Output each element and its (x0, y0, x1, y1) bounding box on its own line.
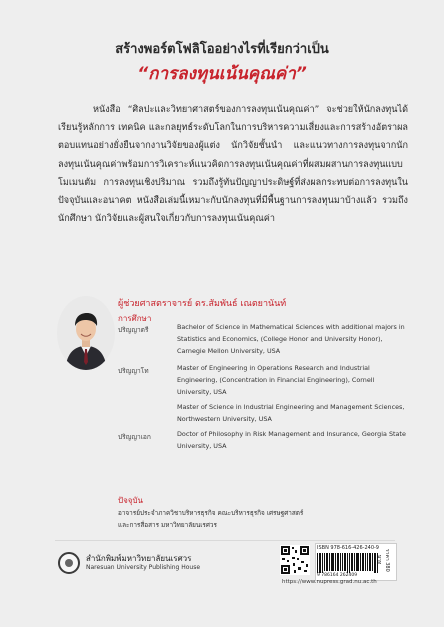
author-name: ผู้ช่วยศาสตราจารย์ ดร.สัมพันธ์ เณตยานันท์ (118, 299, 287, 309)
book-description: หนังสือ “ศิลปะและวิทยาศาสตร์ของการลงทุนเน้นคุณค่า” จะช่วยให้นักลงทุนได้เรียนรู้หลักการ เทคนิค และกลยุทธ์ระดับโลกในการบริหารความเสี่ยงและการสร้างอัตราผลตอบแทนอย่างยั่งยืนจากงานวิจัยของผู้แต่ง นักวิจัยชั้นนำ และแนวทางการลงทุนจากนักลงทุนเน้นคุณค่าพร้อมการวิเคราะห์แนวคิดการลงทุนเน้นคุณค่าที่ผสมผสานการลงทุนแบบโมเมนตัม การลงทุนเชิงปริมาณ รวมถึงรู้ทันปัญญาประดิษฐ์ที่ส่งผลกระทบต่อการลงทุนในปัจจุบันและอนาคต หนังสือเล่มนี้เหมาะกับนักลงทุนที่มีพื้นฐานการลงทุนมาบ้างแล้ว รวมถึงนักศึกษา นักวิจัยและผู้สนใจเกี่ยวกับการลงทุนเน้นคุณค่า (58, 105, 408, 225)
price-label: ราคา 380 บาท (376, 548, 390, 572)
degree-text: Master of Engineering in Operations Research and Industrial Engineering, (Concentration in Financial Engineering), Cornell University, USA (177, 364, 375, 396)
degree-level: ปริญญาเอก (118, 433, 151, 441)
degree-level: ปริญญาตรี (118, 326, 149, 334)
publisher-name-thai: สำนักพิมพ์มหาวิทยาลัยนเรศวร (86, 554, 192, 563)
publisher-website: https://www.nupress.grad.nu.ac.th (282, 579, 377, 585)
barcode-number: 9 786164 262409 (317, 573, 358, 578)
isbn-number: ISBN 978-616-426-240-9 (317, 545, 379, 551)
publisher-name-english: Naresuan University Publishing House (86, 564, 201, 571)
divider (55, 540, 395, 541)
publisher-logo-icon (58, 552, 80, 574)
barcode-icon (317, 553, 379, 573)
author-photo (57, 296, 115, 370)
cover-headline: สร้างพอร์ตโฟลิโออย่างไรที่เรียกว่าเป็น (115, 42, 329, 57)
qr-code-icon (280, 545, 310, 575)
degree-level: ปริญญาโท (118, 367, 149, 375)
current-position: อาจารย์ประจำภาควิชาบริหารธุรกิจ คณะบริหารธุรกิจ เศรษฐศาสตร์และการสื่อสาร มหาวิทยาลัยนเรศวร (118, 509, 304, 529)
cover-headline-highlight: “การลงทุนเน้นคุณค่า” (137, 64, 307, 84)
degree-text: Master of Science in Industrial Engineering and Management Sciences, Northwestern University, USA (177, 403, 405, 423)
education-heading: การศึกษา (118, 314, 152, 323)
current-heading: ปัจจุบัน (118, 496, 143, 505)
degree-text: Doctor of Philosophy in Risk Management and Insurance, Georgia State University, USA (177, 430, 406, 450)
degree-text: Bachelor of Science in Mathematical Sciences with additional majors in Statistics and Economics, (College Honor and University Honor), Carnegie Mellon University, USA (177, 323, 405, 355)
